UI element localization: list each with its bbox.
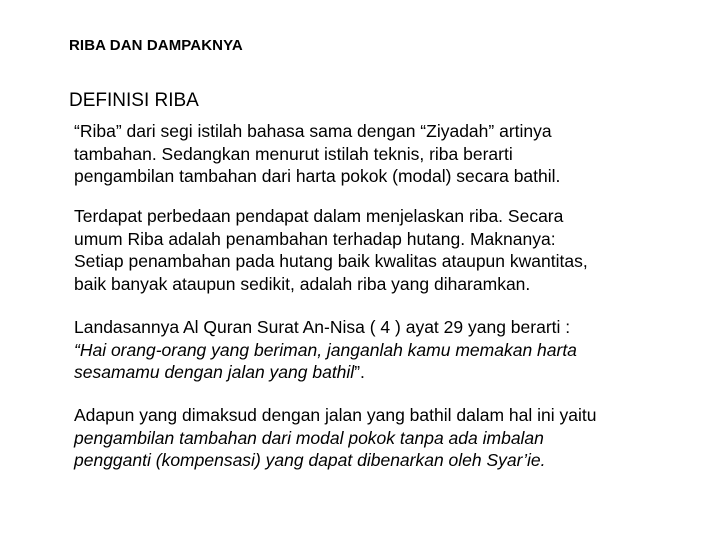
text-line: Landasannya Al Quran Surat An-Nisa ( 4 ) ayat 29 yang berarti :: [74, 317, 571, 337]
paragraph-definition: [74, 120, 560, 188]
text-line: pengambilan tambahan dari harta pokok (modal) secara bathil.: [74, 166, 561, 186]
paragraph-explanation: [74, 205, 588, 295]
text-line: Terdapat perbedaan pendapat dalam menjelaskan riba. Secara: [74, 206, 564, 226]
page-title: RIBA DAN DAMPAKNYA: [69, 37, 243, 54]
section-heading: DEFINISI RIBA: [69, 90, 199, 111]
quote-close: ”.: [354, 362, 365, 382]
text-line: pengambilan tambahan dari modal pokok tanpa ada imbalan: [74, 427, 544, 448]
paragraph-quran-basis: [74, 316, 577, 384]
quote-line-end: [74, 361, 577, 384]
text-line: pengganti (kompensasi) yang dapat dibenarkan oleh Syar’ie.: [74, 450, 546, 470]
text-line: “Riba” dari segi istilah bahasa sama dengan “Ziyadah” artinya: [74, 121, 552, 141]
text-line: umum Riba adalah penambahan terhadap hutang. Maknanya:: [74, 228, 556, 249]
quote-text: sesamamu dengan jalan yang bathil: [74, 362, 355, 382]
paragraph-bathil-meaning: [74, 404, 596, 472]
text-line: Adapun yang dimaksud dengan jalan yang bathil dalam hal ini yaitu: [74, 405, 597, 425]
text-line: Setiap penambahan pada hutang baik kwalitas ataupun kwantitas,: [74, 251, 588, 271]
text-line: baik banyak ataupun sedikit, adalah riba yang diharamkan.: [74, 273, 531, 294]
quote-line: “Hai orang-orang yang beriman, janganlah kamu memakan harta: [74, 339, 577, 360]
text-line: tambahan. Sedangkan menurut istilah teknis, riba berarti: [74, 143, 513, 164]
